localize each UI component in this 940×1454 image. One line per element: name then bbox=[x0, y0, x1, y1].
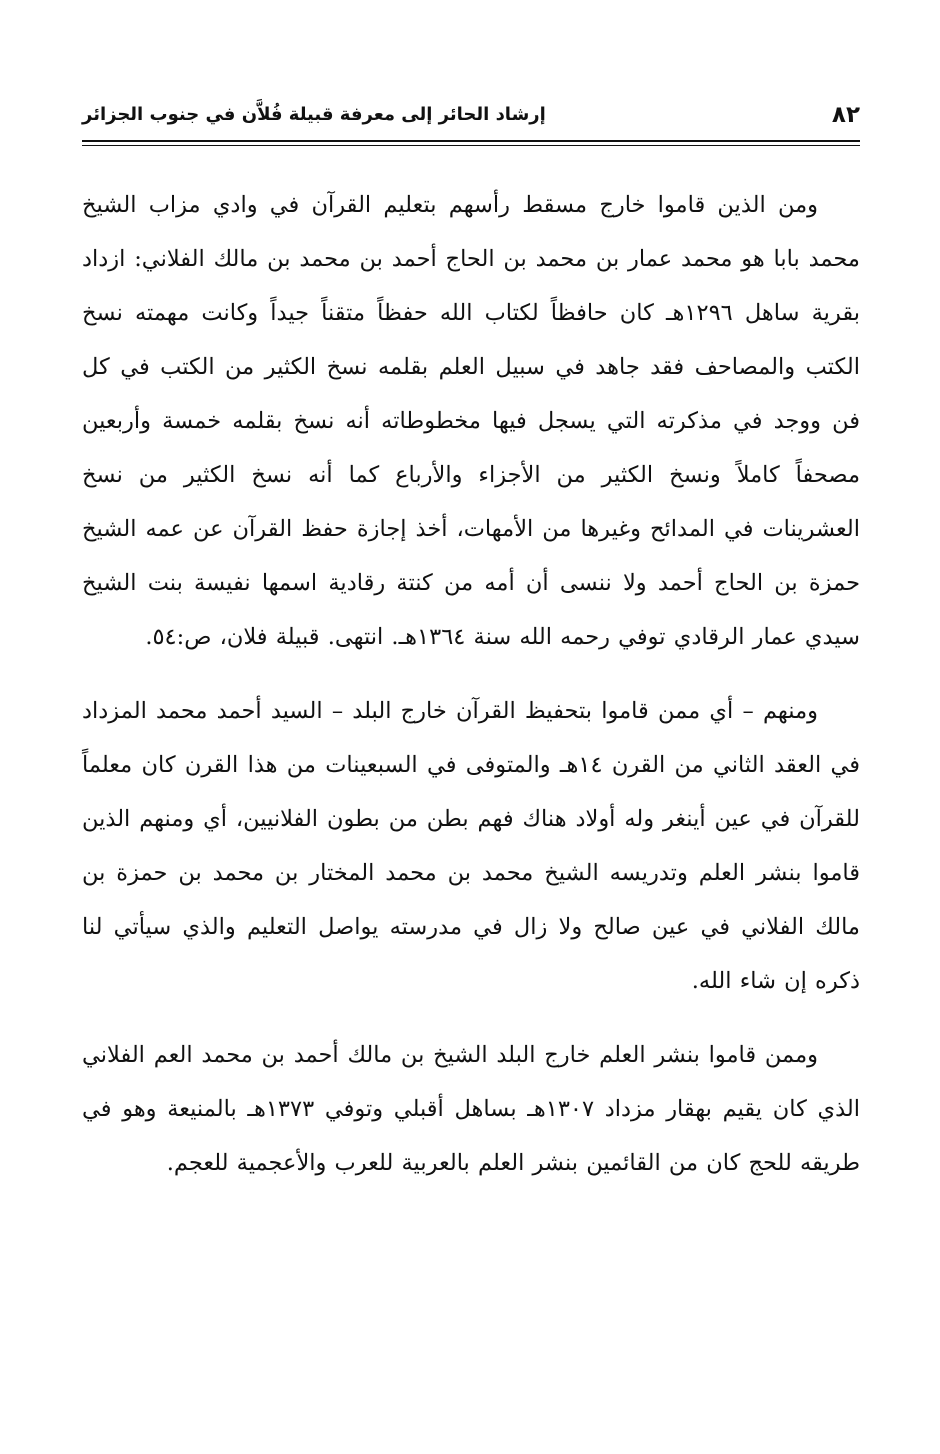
header-rule-thin bbox=[82, 145, 860, 146]
body-text bbox=[82, 178, 860, 1190]
page-header bbox=[82, 96, 860, 136]
paragraph-2-text: ومنهم – أي ممن قاموا بتحفيظ القرآن خارج البلد – السيد أحمد محمد المزداد في العقد الثاني من القرن ١٤هـ والمتوفى في السبعينات من هذا القرن كان معلماً للقرآن في عين أينغر وله أولاد هناك فهم بطن من بطون الفلانيين، أي ومنهم الذين قاموا بنشر العلم وتدريسه الشيخ محمد بن محمد المختار بن محمد بن حمزة بن مالك الفلاني في عين صالح ولا زال في مدرسته يواصل التعليم والذي سيأتي لنا ذكره إن شاء الله. bbox=[82, 698, 861, 994]
header-rule-thick bbox=[82, 140, 860, 142]
paragraph-1 bbox=[82, 178, 860, 664]
paragraph-3 bbox=[82, 1028, 860, 1190]
paragraph-2 bbox=[82, 684, 860, 1008]
page-number: ٨٢ bbox=[831, 102, 860, 128]
running-title: إرشاد الحائر إلى معرفة قبيلة فُلاَّن في جنوب الجزائر bbox=[82, 104, 546, 125]
paragraph-1-text: ومن الذين قاموا خارج مسقط رأسهم بتعليم القرآن في وادي مزاب الشيخ محمد بابا هو محمد عمار بن محمد بن الحاج أحمد بن محمد بن مالك الفلاني: ازداد بقرية ساهل ١٢٩٦هـ كان حافظاً لكتاب الله حفظاً متقناً جيداً وكانت مهمته نسخ الكتب والمصاحف فقد جاهد في سبيل العلم بقلمه نسخ الكثير من الكتب في كل فن ووجد في مذكرته التي يسجل فيها مخطوطاته أنه نسخ بقلمه خمسة وأربعين مصحفاً كاملاً ونسخ الكثير من الأجزاء والأرباع كما أنه نسخ الكثير من نسخ العشرينات في المدائح وغيرها من الأمهات، أخذ إجازة حفظ القرآن عن عمه الشيخ حمزة بن الحاج أحمد ولا ننسى أن أمه من كنتة رقادية اسمها نفيسة بنت الشيخ سيدي عمار الرقادي توفي رحمه الله سنة ١٣٦٤هـ. انتهى. قبيلة فلان، ص:٥٤. bbox=[82, 192, 860, 650]
paragraph-3-text: وممن قاموا بنشر العلم خارج البلد الشيخ بن مالك أحمد بن محمد العم الفلاني الذي كان يقيم بهقار مزداد ١٣٠٧هـ بساهل أقبلي وتوفي ١٣٧٣هـ بالمنيعة وهو في طريقه للحج كان من القائمين بنشر العلم بالعربية للعرب والأعجمية للعجم. bbox=[82, 1042, 861, 1176]
